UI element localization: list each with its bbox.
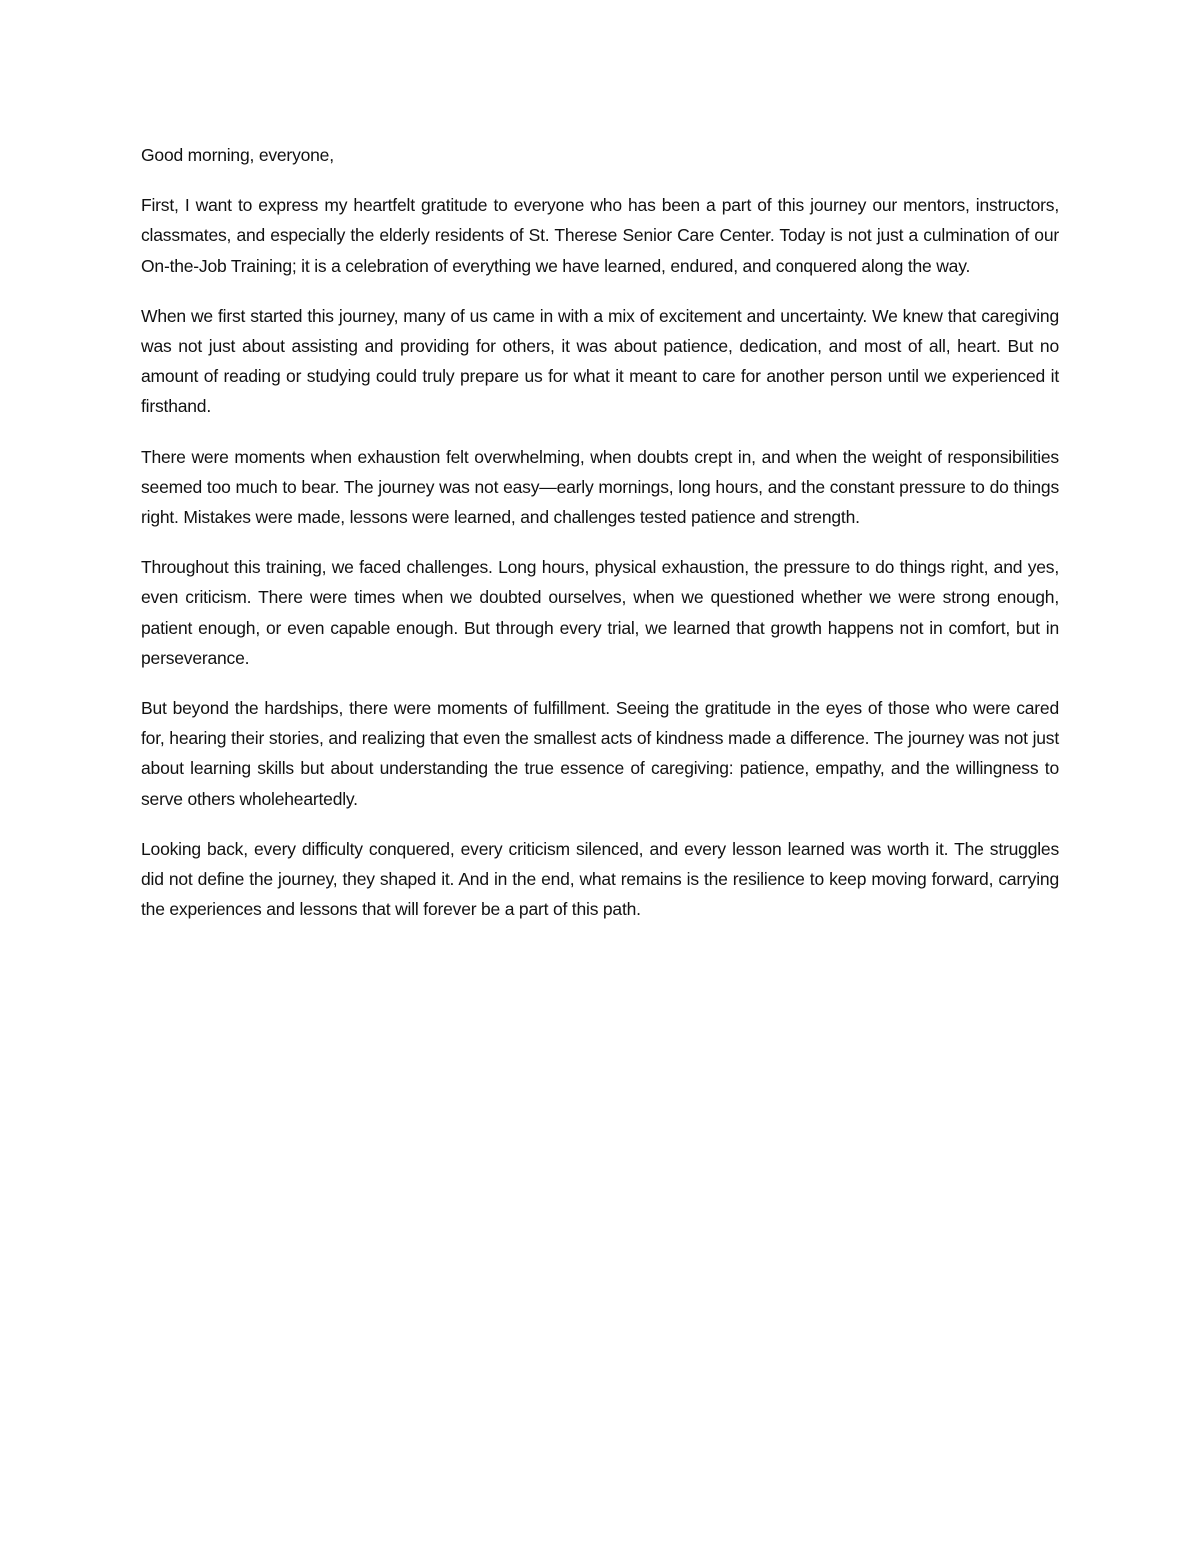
paragraph-beginning: When we first started this journey, many of us came in with a mix of excitement and uncertainty. We knew that caregiving was not just about assisting and providing for others, it was about patience, dedication, and most of all, heart. But no amount of reading or studying could truly prepare us for what it meant to care for another person until we experienced it firsthand. — [141, 305, 1059, 417]
paragraph-challenges: Throughout this training, we faced challenges. Long hours, physical exhaustion, the pressure to do things right, and yes, even criticism. There were times when we doubted ourselves, when we questioned whether we were strong enough, patient enough, or even capable enough. But through every trial, we learned that growth happens not in comfort, but in perseverance. — [141, 557, 1059, 668]
paragraph-moments: There were moments when exhaustion felt overwhelming, when doubts crept in, and when the weight of responsibilities seemed too much to bear. The journey was not easy—early mornings, long hours, and the constant pressure to do things right. Mistakes were made, lessons were learned, and challenges tested patience and strength. — [141, 446, 1059, 528]
greeting: Good morning, everyone, — [141, 145, 334, 165]
paragraph-looking-back: Looking back, every difficulty conquered, every criticism silenced, and every lesson learned was worth it. The struggles did not define the journey, they shaped it. And in the end, what remains is the resilience to keep moving forward, carrying the experiences and lessons that will forever be a part of this path. — [141, 838, 1059, 920]
paragraph-fulfillment: But beyond the hardships, there were moments of fulfillment. Seeing the gratitude in the eyes of those who were cared for, hearing their stories, and realizing that even the smallest acts of kindness made a difference. The journey was not just about learning skills but about understanding the true essence of caregiving: patience, empathy, and the willingness to serve others wholeheartedly. — [141, 698, 1059, 809]
paragraph-gratitude: First, I want to express my heartfelt gratitude to everyone who has been a part of this journey our mentors, instructors, classmates, and especially the elderly residents of St. Therese Senior Care Center. Today is not just a culmination of our On-the-Job Training; it is a celebration of everything we have learned, endured, and conquered along the way. — [141, 195, 1059, 276]
document-body — [141, 140, 1059, 944]
